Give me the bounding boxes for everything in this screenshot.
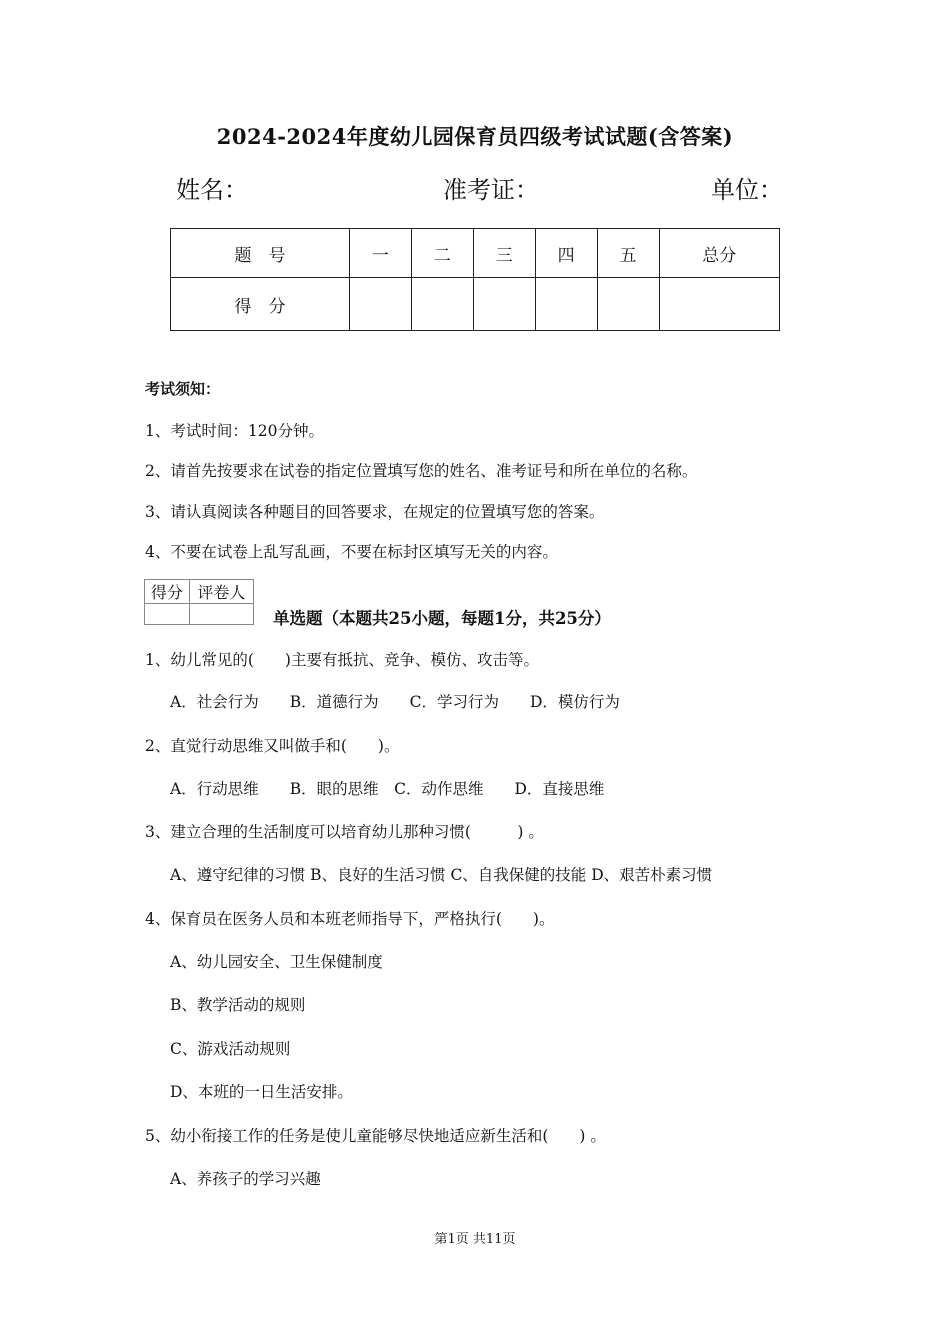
question-option: B、教学活动的规则 (170, 996, 306, 1014)
question-options: A．行动思维 B．眼的思维 C．动作思维 D．直接思维 (170, 780, 605, 798)
page-title: 2024-2024年度幼儿园保育员四级考试试题(含答案) (216, 124, 734, 149)
score-header-cell: 三 (473, 229, 535, 278)
score-entry-cell[interactable] (535, 278, 597, 331)
question-text: 3、建立合理的生活制度可以培育幼儿那种习惯( ) 。 (145, 823, 544, 841)
note-item: 2、请首先按要求在试卷的指定位置填写您的姓名、准考证号和所在单位的名称。 (145, 462, 698, 480)
note-item: 4、不要在试卷上乱写乱画，不要在标封区填写无关的内容。 (145, 543, 558, 561)
notes-heading: 考试须知： (145, 380, 221, 398)
grader-box (144, 579, 254, 625)
score-header-cell: 总分 (659, 229, 779, 278)
question-options: A、遵守纪律的习惯 B、良好的生活习惯 C、自我保健的技能 D、艰苦朴素习惯 (170, 866, 713, 884)
unit-field-label: 单位： (711, 176, 783, 204)
note-item: 1、考试时间：120分钟。 (145, 422, 324, 440)
question-text: 1、幼儿常见的( )主要有抵抗、竞争、模仿、攻击等。 (145, 651, 539, 669)
question-text: 4、保育员在医务人员和本班老师指导下，严格执行( )。 (145, 910, 555, 928)
section-title: 单选题（本题共25小题，每题1分，共25分） (273, 609, 611, 628)
name-field-label: 姓名： (176, 176, 248, 204)
score-table-header-row (171, 229, 780, 278)
score-entry-cell[interactable] (411, 278, 473, 331)
page-footer: 第1页 共11页 (434, 1232, 516, 1247)
question-option: D、本班的一日生活安排。 (170, 1083, 353, 1101)
score-table (170, 228, 780, 331)
grader-name-label: 评卷人 (189, 580, 253, 604)
grader-name-cell[interactable] (189, 604, 253, 625)
score-entry-cell[interactable] (473, 278, 535, 331)
grader-score-label: 得分 (145, 580, 190, 604)
ticket-field-label: 准考证： (443, 176, 539, 204)
question-text: 5、幼小衔接工作的任务是使儿童能够尽快地适应新生活和( ) 。 (145, 1127, 606, 1145)
score-header-cell: 二 (411, 229, 473, 278)
question-option: A、养孩子的学习兴趣 (170, 1170, 321, 1188)
score-entry-cell[interactable] (597, 278, 659, 331)
score-header-cell: 一 (349, 229, 411, 278)
score-header-cell: 题 号 (171, 229, 350, 278)
question-option: C、游戏活动规则 (170, 1040, 291, 1058)
score-row-label: 得 分 (171, 278, 350, 331)
note-item: 3、请认真阅读各种题目的回答要求，在规定的位置填写您的答案。 (145, 503, 605, 521)
grader-score-cell[interactable] (145, 604, 190, 625)
question-text: 2、直觉行动思维又叫做手和( )。 (145, 737, 400, 755)
score-entry-cell[interactable] (659, 278, 779, 331)
question-options: A．社会行为 B．道德行为 C．学习行为 D．模仿行为 (170, 693, 620, 711)
score-header-cell: 五 (597, 229, 659, 278)
score-entry-cell[interactable] (349, 278, 411, 331)
score-table-score-row (171, 278, 780, 331)
score-header-cell: 四 (535, 229, 597, 278)
question-option: A、幼儿园安全、卫生保健制度 (170, 953, 383, 971)
